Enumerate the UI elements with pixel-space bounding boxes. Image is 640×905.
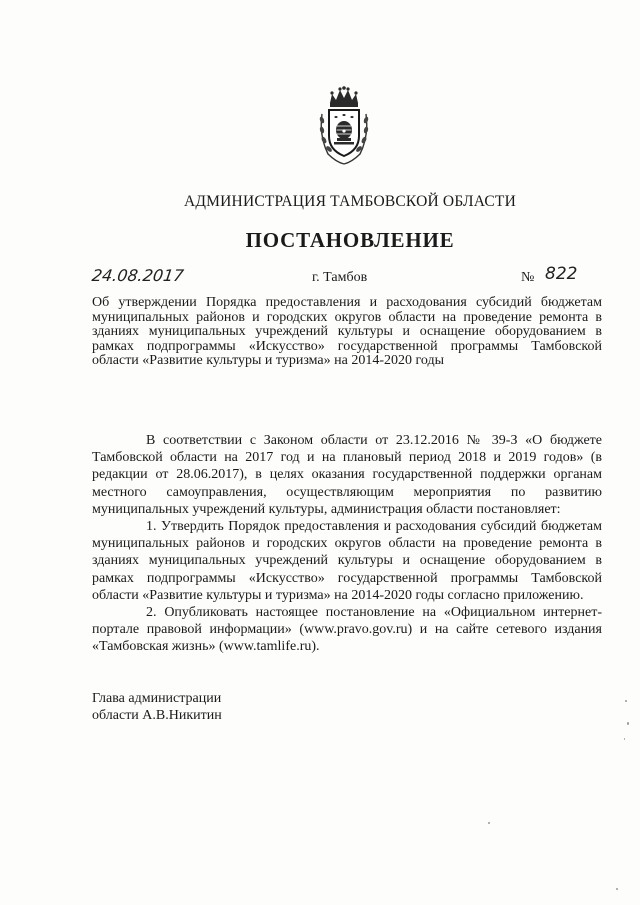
signature-name: области А.В.Никитин (92, 708, 222, 723)
document-subject: Об утверждении Порядка предоставления и расходования субсидий бюджетам муниципальных районов и городских округов области на проведение ремонта в зданиях муниципальных учреждений культуры и оснащение оборудованием в рамках подпрограммы «Искусство» государственной программы Тамбовской области «Развитие культуры и туризма» на 2014-2020 годы (92, 295, 602, 369)
city-name: г. Тамбов (312, 270, 368, 285)
preamble-paragraph: В соответствии с Законом области от 23.12.2016 № 39-З «О бюджете Тамбовской области на 2017 год и на плановый период 2018 и 2019 годов» (в редакции от 28.06.2017), в целях оказания государственной поддержки органам местного самоуправления, осуществляющим мероприятия по развитию муниципальных учреждений культуры, администрация области постановляет: (92, 433, 602, 517)
organization-name: АДМИНИСТРАЦИЯ ТАМБОВСКОЙ ОБЛАСТИ (184, 193, 516, 210)
signature-block (92, 690, 222, 724)
scan-speck (616, 888, 618, 890)
item-2-paragraph: 2. Опубликовать настоящее постановление на «Официальном интернет-портале правовой информации» (www.pravo.gov.ru) и на сайте сетевого издания «Тамбовская жизнь» (www.tamlife.ru). (92, 605, 602, 655)
item-1-paragraph: 1. Утвердить Порядок предоставления и расходования субсидий бюджетам муниципальных районов и городских округов области на проведение ремонта в зданиях муниципальных учреждений культуры и оснащение оборудованием в рамках подпрограммы «Искусство» государственной программы Тамбовской области «Развитие культуры и туризма» на 2014-2020 годы согласно приложению. (92, 519, 602, 603)
tambov-coat-of-arms-icon (316, 86, 372, 166)
scan-speck (488, 822, 490, 824)
scan-speck (627, 722, 629, 725)
signature-title: Глава администрации (92, 691, 222, 706)
scan-speck (624, 738, 625, 740)
handwritten-date: 24.08.2017 (90, 266, 185, 285)
scan-speck (625, 700, 627, 702)
number-label: № (521, 270, 535, 285)
handwritten-document-number: 822 (545, 264, 578, 284)
document-body (92, 432, 602, 656)
document-type-title: ПОСТАНОВЛЕНИЕ (245, 228, 455, 252)
